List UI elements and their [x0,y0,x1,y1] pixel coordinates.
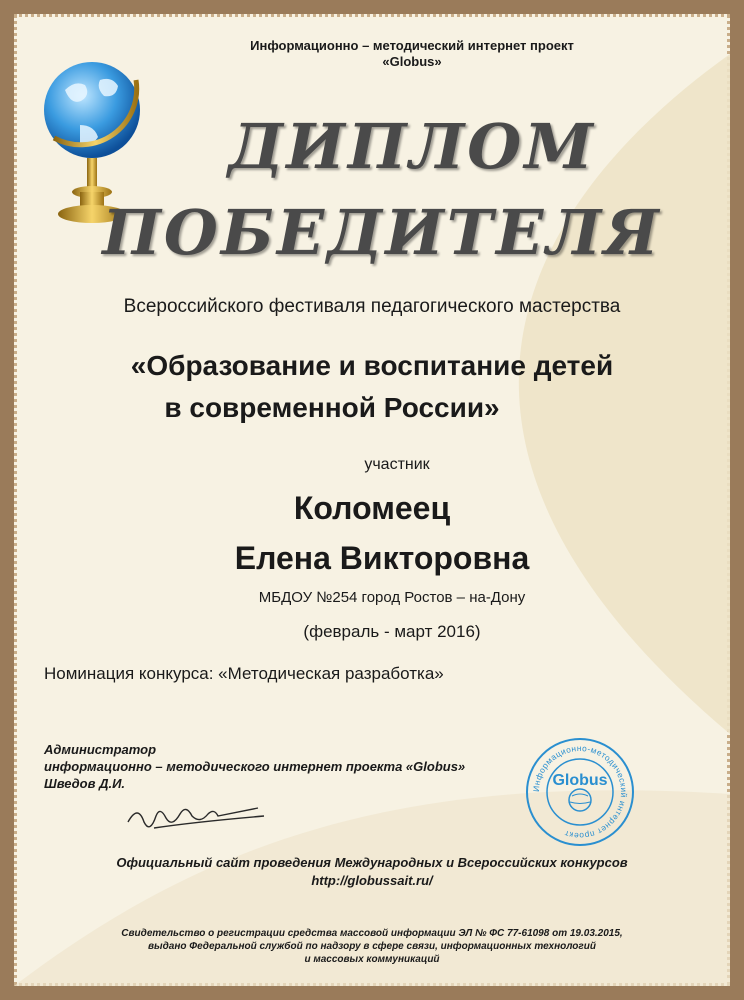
site-url: http://globussait.ru/ [311,873,433,888]
legal-line3: и массовых коммуникаций [304,954,440,965]
stamp-center-text: Globus [552,772,608,789]
legal-line2: выдано Федеральной службой по надзору в сфере связи, информационных технологий [148,941,596,952]
admin-name: Шведов Д.И. [44,776,126,791]
registration-notice [14,927,730,966]
site-description: Официальный сайт проведения Международных и Всероссийских конкурсов [116,855,628,870]
recipient-organization: МБДОУ №254 город Ростов – на-Дону [258,589,526,606]
header-line2: «Globus» [382,54,442,69]
theme-line1: «Образование и воспитание детей [130,350,614,381]
theme-line2: в современной России» [164,392,500,423]
header-line1: Информационно – методический интернет проект [250,38,574,53]
title-winner: ПОБЕДИТЕЛЯ [102,196,662,269]
official-site [14,854,730,890]
festival-name: Всероссийского фестиваля педагогического мастерства [123,296,621,317]
contest-period: (февраль - март 2016) [303,622,481,641]
admin-block [44,741,465,792]
recipient-surname: Коломеец [293,490,451,526]
recipient-given-names: Елена Викторовна [234,540,530,576]
stamp-ring-text: Информационно-методический интернет проект [530,742,630,842]
participant-label: участник [364,456,430,473]
globus-stamp [524,736,636,848]
title-diploma: ДИПЛОМ [228,110,596,183]
admin-project: информационно – методического интернет проекта «Globus» [44,759,466,774]
project-header [134,38,690,70]
legal-line1: Свидетельство о регистрации средства массовой информации ЭЛ № ФС 77-61098 от 19.03.2015, [121,928,623,939]
signature [124,794,274,839]
nomination: Номинация конкурса: «Методическая разработка» [44,664,444,683]
admin-title: Администратор [44,742,157,757]
